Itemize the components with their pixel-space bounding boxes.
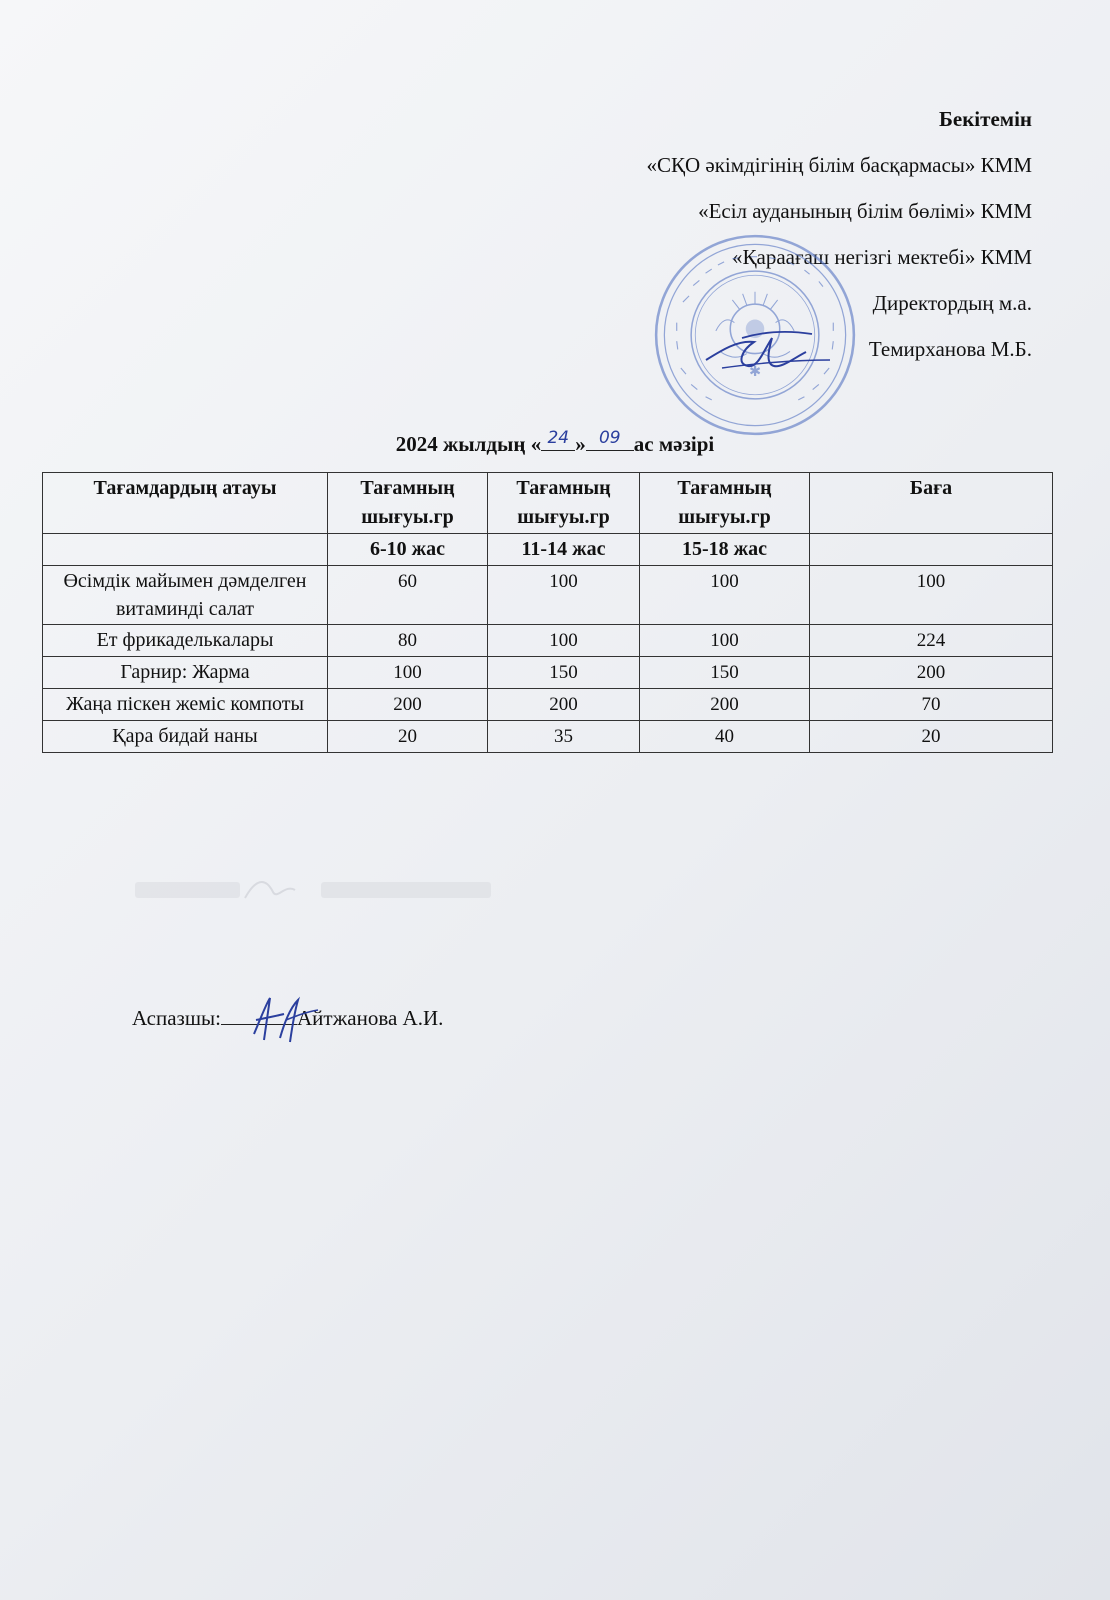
dish-name: Жаңа піскен жеміс компоты	[43, 689, 328, 721]
portion-11-14: 35	[488, 721, 640, 753]
price: 224	[810, 625, 1053, 657]
menu-title-prefix: 2024 жылдың «	[395, 432, 542, 456]
dish-name: Қара бидай наны	[43, 721, 328, 753]
header-portion-6-10: Тағамның шығуы.гр	[328, 473, 488, 534]
portion-15-18: 150	[640, 657, 810, 689]
portion-6-10: 20	[328, 721, 488, 753]
bleed-through-shadow	[135, 872, 515, 912]
age-empty-cell	[43, 534, 328, 566]
approval-line-2: «Есіл ауданының білім бөлімі» КММ	[698, 199, 1032, 223]
svg-text:✱: ✱	[748, 364, 762, 381]
price: 20	[810, 721, 1053, 753]
portion-6-10: 100	[328, 657, 488, 689]
table-header-row	[43, 473, 1053, 534]
menu-table	[42, 472, 1053, 753]
approval-position: Директордың м.а.	[872, 291, 1032, 315]
table-row	[43, 625, 1053, 657]
price: 70	[810, 689, 1053, 721]
dish-name: Өсімдік майымен дәмделген витаминді салат	[43, 566, 328, 625]
director-signature	[702, 320, 832, 380]
approval-line-3: «Қараағаш негізгі мектебі» КММ	[732, 245, 1032, 269]
cook-signature	[240, 990, 330, 1050]
table-row	[43, 566, 1053, 625]
age-group-15-18: 15-18 жас	[640, 534, 810, 566]
table-row	[43, 721, 1053, 753]
portion-6-10: 200	[328, 689, 488, 721]
portion-15-18: 200	[640, 689, 810, 721]
header-portion-15-18: Тағамның шығуы.гр	[640, 473, 810, 534]
portion-15-18: 40	[640, 721, 810, 753]
day-blank	[541, 430, 575, 451]
menu-title-separator: »	[575, 432, 586, 456]
age-empty-price-cell	[810, 534, 1053, 566]
header-price: Баға	[810, 473, 1053, 534]
portion-6-10: 80	[328, 625, 488, 657]
dish-name: Гарнир: Жарма	[43, 657, 328, 689]
menu-title	[0, 430, 1110, 457]
portion-15-18: 100	[640, 625, 810, 657]
portion-6-10: 60	[328, 566, 488, 625]
approval-name: Темирханова М.Б.	[868, 337, 1032, 361]
handwritten-month: 09	[598, 428, 621, 448]
header-dish-name: Тағамдардың атауы	[43, 473, 328, 534]
portion-11-14: 100	[488, 625, 640, 657]
table-row	[43, 689, 1053, 721]
approval-heading: Бекітемін	[938, 107, 1032, 131]
approval-line-1: «СҚО әкімдігінің білім басқармасы» КММ	[646, 153, 1032, 177]
price: 200	[810, 657, 1053, 689]
dish-name: Ет фрикаделькалары	[43, 625, 328, 657]
cook-label: Аспазшы:	[132, 1006, 221, 1030]
age-group-6-10: 6-10 жас	[328, 534, 488, 566]
table-age-row	[43, 534, 1053, 566]
header-portion-11-14: Тағамның шығуы.гр	[488, 473, 640, 534]
portion-11-14: 200	[488, 689, 640, 721]
table-row	[43, 657, 1053, 689]
menu-title-suffix: ас мәзірі	[633, 432, 715, 456]
age-group-11-14: 11-14 жас	[488, 534, 640, 566]
portion-15-18: 100	[640, 566, 810, 625]
handwritten-day: 24	[547, 428, 570, 448]
portion-11-14: 100	[488, 566, 640, 625]
cook-name: Айтжанова А.И.	[296, 1006, 444, 1030]
month-blank	[586, 430, 634, 451]
portion-11-14: 150	[488, 657, 640, 689]
price: 100	[810, 566, 1053, 625]
